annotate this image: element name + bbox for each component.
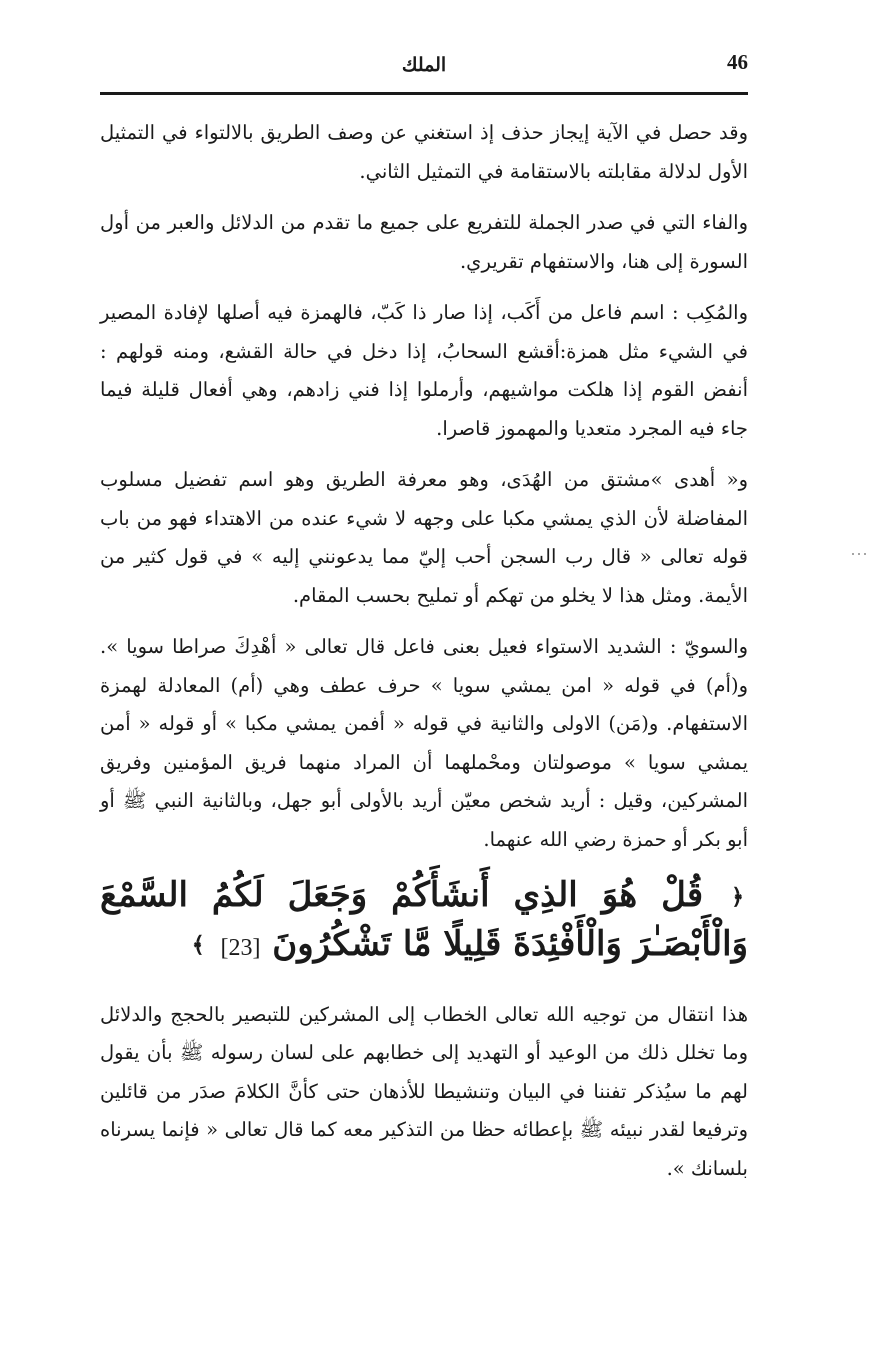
- verse-close-mark: ﴾: [191, 932, 205, 958]
- scan-speck: [850, 540, 874, 550]
- page-body: [100, 114, 748, 1188]
- surah-title: الملك: [401, 54, 447, 76]
- paragraph-sawi: والسويّ : الشديد الاستواء فعيل بعنى فاعل قال تعالى « أهْدِكَ صراطا سويا ». و(أم) في قوله « امن يمشي سويا » حرف عطف وهي (أم) المعادلة لهمزة الاستفهام. و(مَن) الاولى والثانية في قوله « أفمن يمشي مكبا » أو قوله « أمن يمشي سويا » موصولتان ومحْملهما أن المراد منهما فريق المؤمنين وفريق المشركين، وقيل : أريد شخص معيّن أريد بالأولى أبو جهل، وبالثانية النبي ﷺ أو أبو بكر أو حمزة رضي الله عنهما.: [100, 635, 748, 851]
- verse-open-mark: ﴿: [731, 883, 745, 910]
- paragraph-mukib: والمُكِب : اسم فاعل من أَكَب، إذا صار ذا كَبّ، فالهمزة فيه أصلها لإفادة المصير في الشيء مثل همزة:أقشع السحابُ، إذا دخل في حالة القشع، ومنه قولهم : أنفض القوم إذا هلكت مواشيهم، وأرملوا إذا فني زادهم، وهي أفعال قليلة فيما جاء فيه المجرد متعديا والمهموز قاصرا.: [100, 301, 748, 440]
- paragraph-commentary: هذا انتقال من توجيه الله تعالى الخطاب إلى المشركين للتبصير بالحجج والدلائل وما تخلل ذلك من الوعيد أو التهديد إلى خطابهم على لسان رسوله ﷺ بأن يقول لهم ما سيُذكر تفننا في البيان وتنشيطا للأذهان حتى كأنَّ الكلامَ صدَر من قائلين وترفيعا لقدر نبيئه ﷺ بإعطائه حظا من التذكير معه كما قال تعالى « فإنما يسرناه بلسانك ».: [100, 1002, 748, 1180]
- page-number: 46: [727, 50, 748, 74]
- verse-number: [23]: [220, 934, 261, 961]
- paragraph-ellipsis: وقد حصل في الآية إيجاز حذف إذ استغني عن وصف الطريق بالالتواء في التمثيل الأول لدلالة مقابلته بالاستقامة في التمثيل الثاني.: [100, 121, 748, 183]
- quran-verse: [100, 872, 748, 972]
- header-rule: [100, 92, 748, 95]
- paragraph-ahda: و« أهدى »مشتق من الهُدَى، وهو معرفة الطريق وهو اسم تفضيل مسلوب المفاضلة لأن الذي يمشي مكبا على وجهه لا شيء عنده من الاهتداء فهو من باب قوله تعالى « قال رب السجن أحب إليّ مما يدعونني إليه » في قول كثير من الأيمة. ومثل هذا لا يخلو من تهكم أو تمليح بحسب المقام.: [100, 468, 748, 607]
- paragraph-fa-tafri: والفاء التي في صدر الجملة للتفريع على جميع ما تقدم من الدلائل والعبر من أول السورة إلى هنا، والاستفهام تقريري.: [100, 211, 748, 273]
- verse-text: قُلْ هُوَ الذِي أَنشَأَكُمْ وَجَعَلَ لَكُمُ السَّمْعَ وَالْأَبْصَـٰرَ وَالْأَفْئِدَةَ قَلِيلًا مَّا تَشْكُرُونَ: [100, 875, 748, 964]
- page-header: [100, 44, 748, 94]
